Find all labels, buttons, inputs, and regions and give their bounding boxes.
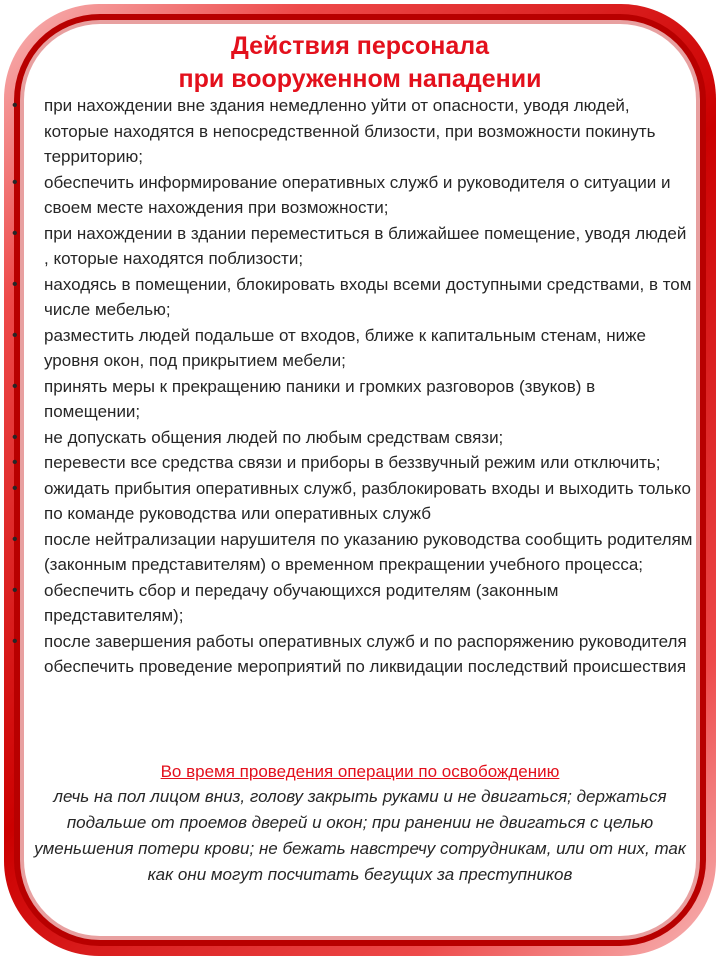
list-item xyxy=(12,527,694,578)
list-item-text: после нейтрализации нарушителя по указанию руководства сообщить родителям (законным представителям) о временном прекращении учебного процесса; xyxy=(44,529,693,574)
bullet-icon: • xyxy=(12,454,18,471)
list-item-text: при нахождении вне здания немедленно уйти от опасности, уводя людей, которые находятся в непосредственной близости, при возможности покинуть территорию; xyxy=(44,96,656,166)
bullet-icon: • xyxy=(12,530,18,548)
list-item xyxy=(12,272,694,323)
list-item xyxy=(12,323,694,374)
bullet-icon: • xyxy=(12,97,18,114)
bullet-icon: • xyxy=(12,275,18,293)
list-item-text: обеспечить сбор и передачу обучающихся родителям (законным представителям); xyxy=(44,580,559,625)
bullet-icon: • xyxy=(12,173,18,191)
list-item xyxy=(12,374,694,425)
bullet-icon: • xyxy=(12,581,18,599)
bullet-icon: • xyxy=(12,326,18,344)
title-line-1: Действия персонала xyxy=(230,32,490,60)
list-item-text: после завершения работы оперативных служб и по распоряжению руководителя обеспечить проведение мероприятий по ликвидации последствий происшествия xyxy=(44,631,687,676)
list-item xyxy=(12,170,694,221)
bullet-icon: • xyxy=(12,632,18,650)
list-item xyxy=(12,629,694,680)
list-item xyxy=(12,578,694,629)
bullet-icon: • xyxy=(12,224,18,242)
title-line-2: при вооруженном нападении xyxy=(178,65,542,93)
bullet-icon: • xyxy=(12,428,18,446)
list-item xyxy=(12,221,694,272)
instruction-list xyxy=(12,93,694,680)
list-item xyxy=(12,450,694,476)
list-item-text: находясь в помещении, блокировать входы всеми доступными средствами, в том числе мебелью; xyxy=(44,274,692,319)
section-subheading: Во время проведения операции по освобождению xyxy=(160,762,560,781)
page-title xyxy=(0,30,720,96)
list-item-text: при нахождении в здании переместиться в ближайшее помещение, уводя людей , которые находятся поблизости; xyxy=(44,223,687,268)
closing-paragraph: лечь на пол лицом вниз, голову закрыть руками и не двигаться; держаться подальше от проемов дверей и окон; при ранении не двигаться с целью уменьшения потери крови; не бежать навстречу сотрудникам, или от них, так как они могут посчитать бегущих за преступников xyxy=(34,787,686,884)
list-item xyxy=(12,476,694,527)
bullet-icon: • xyxy=(12,377,18,395)
list-item-text: принять меры к прекращению паники и громких разговоров (звуков) в помещении; xyxy=(44,376,596,421)
list-item xyxy=(12,425,694,451)
list-item-text: не допускать общения людей по любым средствам связи; xyxy=(44,427,504,447)
list-item-text: перевести все средства связи и приборы в беззвучный режим или отключить; xyxy=(44,453,661,472)
list-item-text: ожидать прибытия оперативных служб, разблокировать входы и выходить только по команде руководства или оперативных служб xyxy=(44,478,691,523)
list-item-text: разместить людей подальше от входов, ближе к капитальным стенам, ниже уровня окон, под прикрытием мебели; xyxy=(44,325,646,370)
list-item xyxy=(12,93,694,170)
bullet-icon: • xyxy=(12,479,18,497)
list-item-text: обеспечить информирование оперативных служб и руководителя о ситуации и своем месте нахождения при возможности; xyxy=(44,172,671,217)
